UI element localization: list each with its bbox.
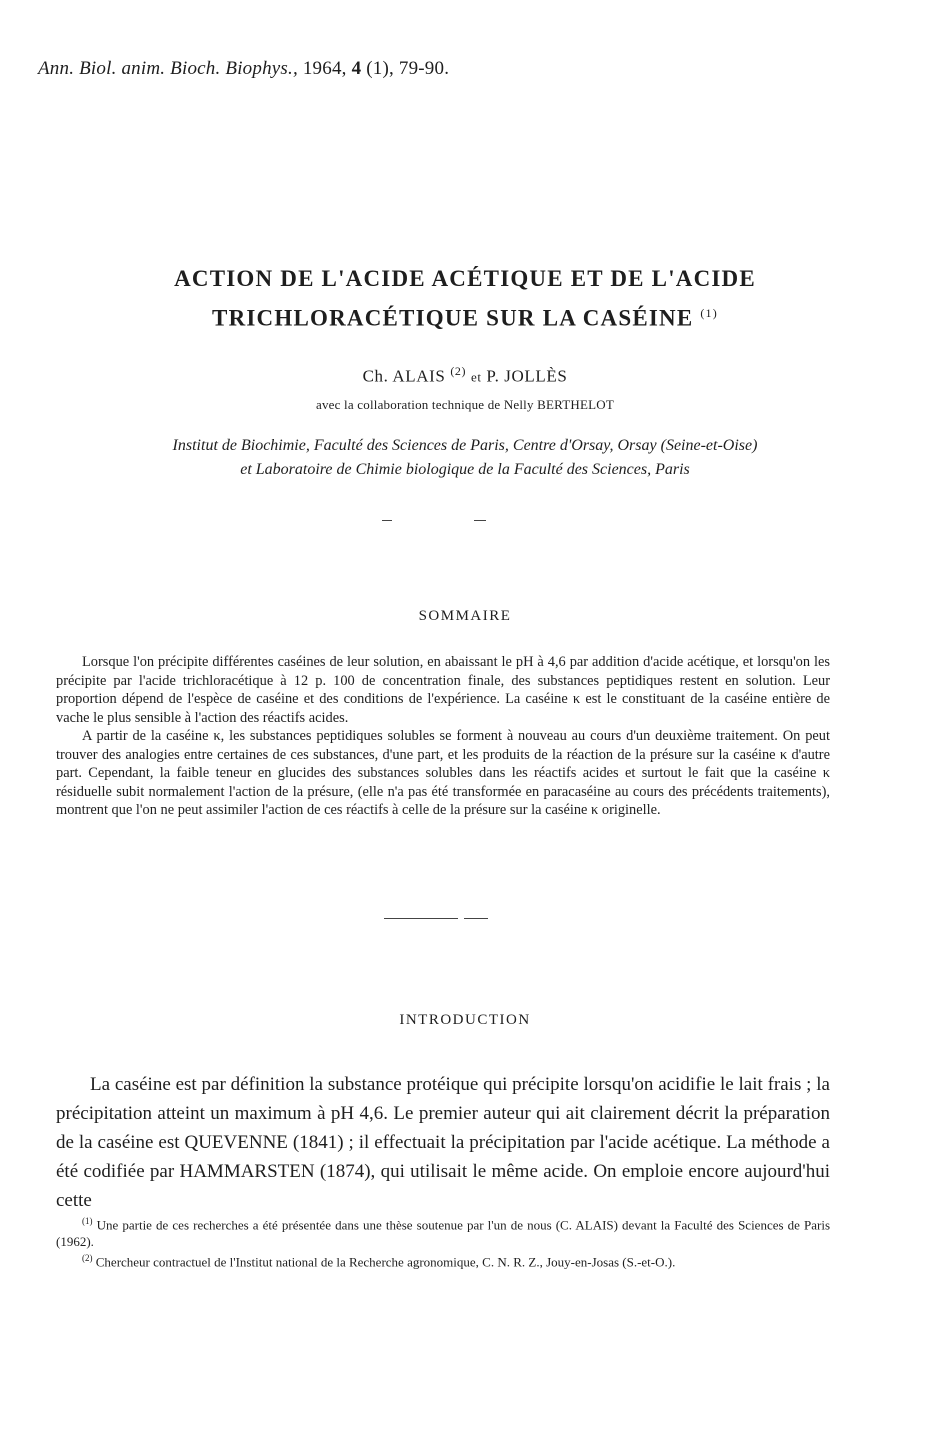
technical-collaboration: avec la collaboration technique de Nelly BERTHELOT <box>315 397 614 412</box>
separator-rule <box>384 918 458 919</box>
footnote-1-mark: (1) <box>82 1216 93 1226</box>
introduction-paragraph: La caséine est par définition la substance protéique qui précipite lorsqu'on acidifie le lait frais ; la précipitation atteint un maximum à pH 4,6. Le premier auteur qui ait clairement décrit la préparation de la caséine est QUEVENNE (1841) ; il effectuait la précipitation par l'acide acétique. La méthode a été codifiée par HAMMARSTEN (1874), qui utilisait le même acide. On emploie encore aujourd'hui cette <box>56 1074 830 1211</box>
summary-body <box>56 653 830 820</box>
affiliation <box>60 434 870 482</box>
footnote-1 <box>56 1213 830 1250</box>
summary-heading: SOMMAIRE <box>418 608 512 624</box>
title-footnote-mark: (1) <box>700 306 718 320</box>
title-line-2 <box>60 296 870 336</box>
affiliation-line-2: et Laboratoire de Chimie biologique de la Faculté des Sciences, Paris <box>240 461 690 478</box>
author-2: P. JOLLÈS <box>486 366 568 386</box>
journal-volume: 4 <box>351 58 362 79</box>
summary-paragraph-2: A partir de la caséine κ, les substances peptidiques solubles se forment à nouveau au cours d'un deuxième traitement. On peut trouver des analogies entre certaines de ces substances, d'une part, et les produits de la réaction de la présure sur la caséine κ d'autre part. Cependant, la faible teneur en glucides des substances solubles dans les réactifs acides et surtout le fait que la caséine κ résiduelle subit normalement l'action de la présure, (elle n'a pas été transformée en paracaséine au cours des précédents traitements), montrent que l'on ne peut assimiler l'action de ces réactifs à celle de la présure sur la caséine κ originelle. <box>56 728 830 818</box>
footnote-2-mark: (2) <box>82 1253 93 1264</box>
footnote-2 <box>56 1250 830 1270</box>
footnote-2-text: Chercheur contractuel de l'Institut national de la Recherche agronomique, C. N. R. Z., Jouy-en-Josas (S.-et-O.). <box>95 1254 676 1270</box>
author-1: Ch. ALAIS <box>362 366 446 386</box>
separator-rule-tail <box>464 918 488 919</box>
introduction-body <box>56 1070 830 1215</box>
authors-conjunction: et <box>470 369 482 385</box>
affiliation-line-1: Institut de Biochimie, Faculté des Sciences de Paris, Centre d'Orsay, Orsay (Seine-et-Oise) <box>172 437 758 454</box>
journal-issue-pages: (1), 79-90. <box>366 58 450 79</box>
separator-dash-left <box>382 520 392 521</box>
introduction-heading: INTRODUCTION <box>399 1012 531 1028</box>
title-line-1: ACTION DE L'ACIDE ACÉTIQUE ET DE L'ACIDE <box>174 266 756 291</box>
journal-name: Ann. Biol. anim. Bioch. Biophys., <box>38 58 298 79</box>
separator-dash-right <box>474 520 486 521</box>
article-title <box>60 262 870 336</box>
title-line-2-text: TRICHLORACÉTIQUE SUR LA CASÉINE <box>212 305 694 331</box>
summary-paragraph-1: Lorsque l'on précipite différentes caséines de leur solution, en abaissant le pH à 4,6 par addition d'acide acétique, et lorsqu'on les précipite par l'acide trichloracétique à 12 p. 100 de concentration finale, des substances peptidiques restent en solution. Leur proportion dépend de l'espèce de caséine et des conditions de l'expérience. La caséine κ est le constituant de la caséine entière de vache le plus sensible à l'action des réactifs acides. <box>56 654 830 726</box>
journal-citation <box>38 58 449 80</box>
author-1-footnote-mark: (2) <box>450 364 467 378</box>
footnotes <box>56 1213 830 1271</box>
authors-line <box>0 364 930 387</box>
footnote-1-text: Une partie de ces recherches a été présentée dans une thèse soutenue par l'un de nous (C. ALAIS) devant la Faculté des Sciences de Paris (1962). <box>56 1217 831 1250</box>
journal-year: 1964, <box>302 58 347 79</box>
